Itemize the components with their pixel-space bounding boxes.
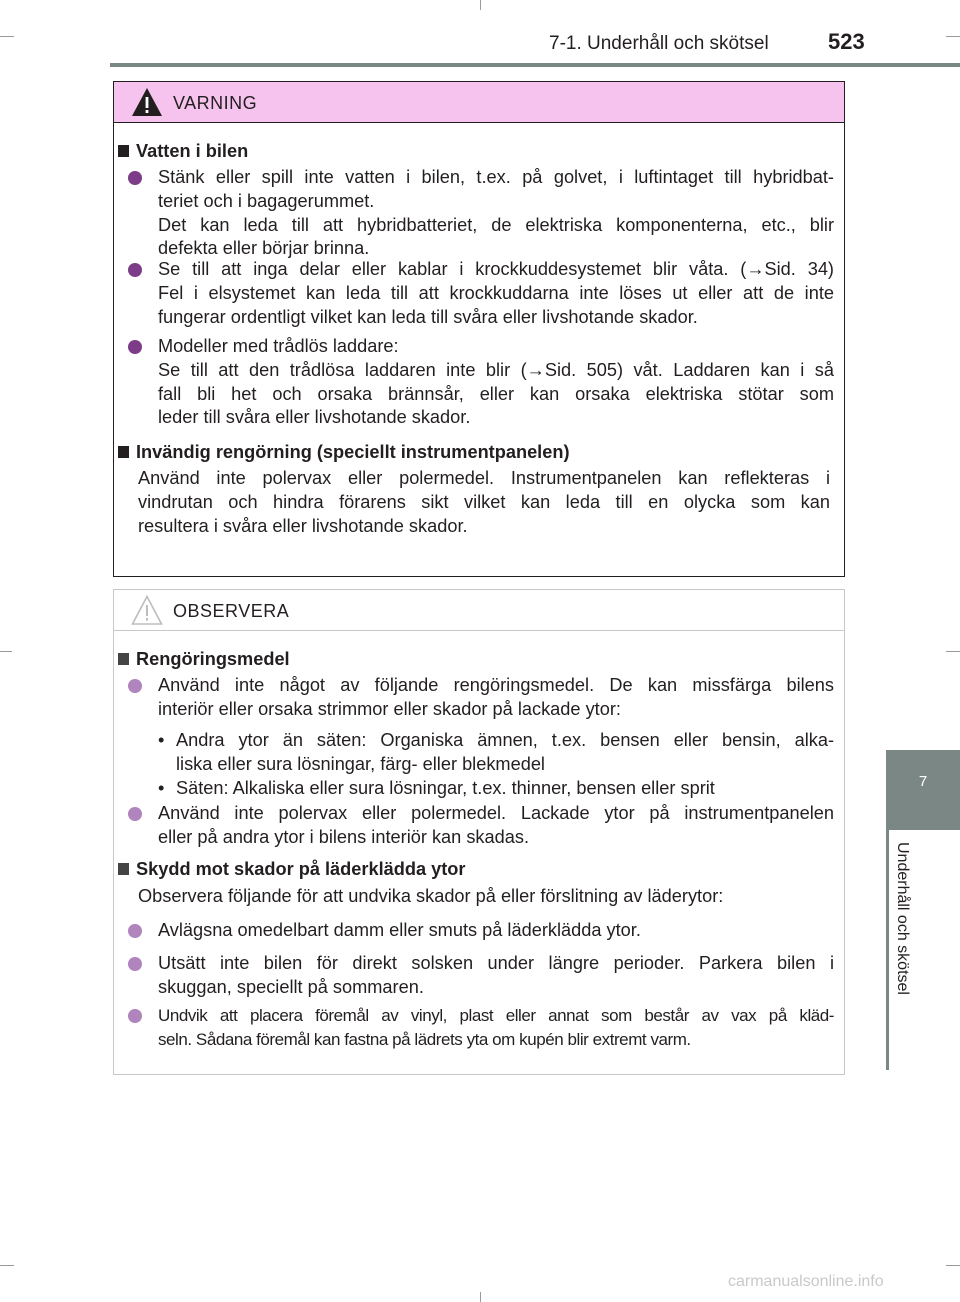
paragraph: Använd inte polervax eller polermedel. Instrumentpanelen kan reflekteras i vindrutan och hindra förarens sikt vilket kan leda till en olycka som kan resultera i svåra eller livshotande skador.: [138, 468, 830, 536]
square-bullet-icon: [118, 145, 129, 157]
warning-box: [113, 81, 845, 577]
section-heading: [118, 648, 290, 672]
dot-bullet: •: [158, 730, 165, 750]
crop-mark: [480, 1292, 481, 1302]
paragraph: Observera följande för att undvika skador på eller förslitning av läderytor:: [138, 886, 724, 906]
notice-title: OBSERVERA: [173, 601, 290, 621]
heading-text: Skydd mot skador på läderklädda ytor: [136, 859, 466, 879]
list-item: Undvik att placera föremål av vinyl, plast eller annat som består av vax på kläd- seln. Sådana föremål kan fastna på lädrets yta om kupén blir extremt varm.: [158, 1006, 834, 1049]
circle-bullet-icon: [128, 807, 142, 821]
crop-mark: [946, 36, 960, 37]
chapter-number: 7: [918, 773, 928, 790]
list-item: Utsätt inte bilen för direkt solsken under längre perioder. Parkera bilen i skuggan, speciellt på sommaren.: [158, 953, 834, 997]
page-number: 523: [828, 29, 865, 54]
list-item: Använd inte polervax eller polermedel. Lackade ytor på instrumentpanelen eller på andra ytor i bilens interiör kan skadas.: [158, 803, 834, 847]
watermark: carmanualsonline.info: [728, 1273, 884, 1290]
warning-header: [114, 82, 844, 123]
square-bullet-icon: [118, 653, 129, 665]
crop-mark: [480, 0, 481, 10]
list-item: Använd inte något av följande rengöringsmedel. De kan missfärga bilens interiör eller orsaka strimmor eller skador på lackade ytor:: [158, 675, 834, 719]
circle-bullet-icon: [128, 340, 142, 354]
circle-bullet-icon: [128, 679, 142, 693]
notice-box: [113, 589, 845, 1075]
square-bullet-icon: [118, 446, 129, 458]
caution-triangle-icon: [130, 594, 164, 626]
crop-mark: [0, 36, 14, 37]
circle-bullet-icon: [128, 263, 142, 277]
dot-bullet: •: [158, 778, 165, 798]
circle-bullet-icon: [128, 171, 142, 185]
circle-bullet-icon: [128, 924, 142, 938]
square-bullet-icon: [118, 863, 129, 875]
list-item: Stänk eller spill inte vatten i bilen, t.ex. på golvet, i luftintaget till hybridbat- teriet och i bagagerummet. Det kan leda till att hybridbatteriet, de elektriska komponenterna, etc., blir defekta eller börjar brinna.: [158, 167, 834, 259]
chapter-rail: [886, 830, 889, 1070]
circle-bullet-icon: [128, 1009, 142, 1023]
sub-list-item: • Andra ytor än säten: Organiska ämnen, t.ex. bensen eller bensin, alka- liska eller sura lösningar, färg- eller blekmedel: [158, 730, 834, 774]
header-rule: [110, 63, 960, 67]
crop-mark: [946, 651, 960, 652]
chapter-label: Underhåll och skötsel: [894, 842, 911, 995]
crop-mark: [0, 1265, 14, 1266]
section-title: 7-1. Underhåll och skötsel: [549, 33, 769, 54]
section-heading: [118, 140, 248, 164]
list-item: Modeller med trådlös laddare: Se till att den trådlösa laddaren inte blir (→Sid. 505) våt. Laddaren kan i så fall bli het och orsaka brännsår, eller kan orsaka elektriska stötar som leder till svåra eller livshotande skador.: [158, 336, 834, 428]
circle-bullet-icon: [128, 957, 142, 971]
heading-text: Vatten i bilen: [136, 141, 249, 161]
chapter-tab[interactable]: [886, 750, 960, 830]
section-heading: [118, 858, 466, 882]
section-heading: [118, 441, 570, 465]
heading-text: Invändig rengörning (speciellt instrumentpanelen): [136, 442, 570, 462]
list-item: Avlägsna omedelbart damm eller smuts på läderklädda ytor.: [158, 920, 641, 940]
warning-title: VARNING: [173, 93, 258, 113]
notice-header: [114, 590, 844, 631]
crop-mark: [0, 651, 12, 652]
sub-list-item: • Säten: Alkaliska eller sura lösningar, t.ex. thinner, bensen eller sprit: [158, 777, 834, 801]
list-item: Se till att inga delar eller kablar i krockkuddesystemet blir våta. (→Sid. 34) Fel i elsystemet kan leda till att krockkuddarna inte löses ut eller att de inte fungerar ordentligt vilket kan leda till svåra eller livshotande skador.: [158, 259, 834, 327]
heading-text: Rengöringsmedel: [136, 649, 290, 669]
warning-triangle-icon: [130, 86, 164, 118]
crop-mark: [946, 1265, 960, 1266]
